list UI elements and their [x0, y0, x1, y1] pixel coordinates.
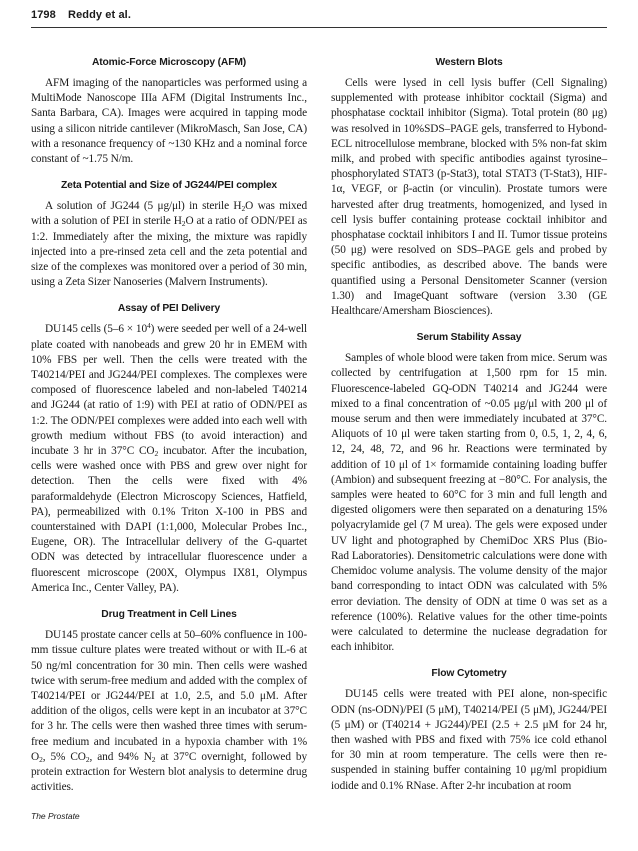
header-rule: [31, 27, 607, 28]
section-body: A solution of JG244 (5 μg/μl) in sterile $H_2O$ was mixed with a solution of PEI in sterile $H_2O$ at a ratio of ODN/PEI as 1:2. Immediately after the mixing, the mixture was rapidly injected into a pre-rinsed zeta cell and the zeta potential and size of the complexes was monitored over a period of 30 min, using a Zeta Sizer Nanoseries (Malvern Instruments).: [31, 200, 307, 289]
section-heading: Western Blots: [435, 57, 503, 68]
section-body: Cells were lysed in cell lysis buffer (Cell Signaling) supplemented with protease inhibitor cocktail (Sigma) and phosphatase cocktail inhibitor (Sigma). Total protein (80 μg) was resolved in 10%SDS–PAGE gels, transferred to Hybond-ECL nitrocellulose membrane, blocked with 5% non-fat skim milk, and probed with specific antibodies against tyrosine–phosphorylated STAT3 (p-Stat3), total STAT3 (T-Stat3), HIF-1α, VEGF, or β-actin (or vinculin). Prostate tumors were harvested after drug treatments, homogenized, and lysed in cell lysis buffer containing protease cocktail inhibitor and phosphatase cocktail inhibitors I and II. Tumor tissue proteins (50 μg) were resolved on SDS–PAGE gels and probed by specific antibodies, as described above. The bands were quantified using a Personal Densitometer Scanner (version 1.30) and ImageQuant software (version 3.30 (GE Healthcare/Amersham Biosciences).: [331, 77, 607, 318]
journal-footer: The Prostate: [31, 811, 80, 821]
right-column: [331, 56, 607, 794]
running-head: [31, 9, 131, 21]
section-heading: Atomic-Force Microscopy (AFM): [91, 57, 247, 68]
section-body: DU145 cells $(5-6 \times 10^4)$ were seeded per well of a 24-well plate coated with nanobeads and grew 20 hr in EMEM with 10% FBS per well. Then the cells were treated with the T40214/PEI and JG244/PEI complexes. The complexes were composed of fluorescence labeled and non-labeled T40214 and JG244 (at ratio of 1:9) with PEI at ratio of ODN/PEI as 1:2. The ODN/PEI complexes were added into each well with growth medium without FBS (to avoid interaction) and incubate 3 hr in 37°C $CO_2$ incubator. After the incubation, cells were washed once with PBS and grew over night for detection. Then the cells were fixed with 4% paraformaldehyde (Electron Microscopy Sciences, Hatfield, PA), permeabilized with 0.1% Triton X-100 in PBS and counterstained with DAPI (1:1,000, Molecular Probes Inc., Eugene, OR). The Intracellular delivery of the G-quartet ODN was detected by intracellular fluorescence under a fluorescent microscope (200X, Olympus IX81, Olympus America Inc., Center Valley, PA).: [31, 321, 308, 594]
section-pei-delivery: [31, 302, 307, 596]
section-serum-stability: [331, 331, 607, 655]
section-body: DU145 cells were treated with PEI alone, non-specific ODN (ns-ODN)/PEI (5 μM), T40214/PEI (5 μM), JG244/PEI (5 μM) or (T40214 + JG244)/PEI (2.5 + 2.5 μM for 24 hr, then washed with PBS and fixed with 75% ice cold ethanol for 30 min at room temperature. The cells were then re-suspended in staining buffer containing 10 μg/ml propidium iodide and 0.1% RNase. After 2-hr incubation at room: [331, 688, 607, 792]
section-zeta-potential: [31, 179, 307, 290]
page-number: 1798: [31, 9, 56, 21]
section-body: DU145 prostate cancer cells at 50–60% confluence in 100-mm tissue culture plates were treated without or with IL-6 at 50 ng/ml concentration for 30 min. Then cells were washed twice with serum-free medium and added with the complex of T40214/PEI or JG244/PEI at 1.0, 2.5, and 5.0 μM. After addition of the oligos, cells were kept in an incubator at 37°C for 3 hr. The cells were then washed three times with serum-free medium and incubated in a hypoxia chamber with 1% $O_2$, 5% $CO_2$, and 94% $N_2$ at 37°C overnight, followed by protein extraction for Western blot analysis to determine drug activities.: [31, 629, 307, 794]
section-heading: Flow Cytometry: [431, 668, 507, 680]
section-flow-cytometry: [331, 667, 607, 793]
section-drug-treatment: [31, 608, 307, 795]
left-column: [31, 56, 307, 795]
running-authors: Reddy et al.: [68, 9, 131, 21]
section-heading: Assay of PEI Delivery: [117, 303, 221, 315]
section-western-blots: [331, 56, 607, 319]
section-heading: Serum Stability Assay: [416, 332, 522, 344]
section-body: Samples of whole blood were taken from mice. Serum was collected by centrifugation at 1,500 rpm for 15 min. Fluorescence-labeled GQ-ODN T40214 and JG244 were mixed to a final concentration of ~0.05 μg/μl with 200 μl of mouse serum and then were immediately incubated at 37°C. Aliquots of 10 μl were taken starting from 0, 0.5, 1, 2, 4, 6, 12, 24, 48, 72, and 96 hr. Reactions were terminated by addition of 10 μl of 1× formamide containing loading buffer (Ambion) and subsequent freezing at −80°C. For analysis, the samples were heated to 60°C for 3 min and full length and digested oligomers were then separated on a denaturing 15% polyacrylamide gel (7 M urea). The gels were exposed under UV light and photographed by ChemiDoc XRS Plus (Bio-Rad Laboratories). Densitometric calculations were done with Chemidoc volume analysis. The volume density of the major band corresponding to intact ODN was calculated with 5% error deviation. The density of ODN at time 0 was set as a reference (100%). Relative values for the other time-points were calculated to determine the nuclease degradation for each inhibitor.: [331, 352, 607, 654]
section-body: AFM imaging of the nanoparticles was performed using a MultiMode Nanoscope IIIa AFM (Digital Instruments Inc., Santa Barbara, CA). Images were acquired in tapping mode using a silicon nitride cantilever (MikroMasch, San Jose, CA) with a resonance frequency of ~130 KHz and a nominal force constant of ~1.75 N/m.: [31, 77, 307, 166]
section-heading: Drug Treatment in Cell Lines: [101, 609, 237, 621]
section-heading: Zeta Potential and Size of JG244/PEI complex: [61, 180, 277, 192]
section-afm: [31, 56, 307, 167]
